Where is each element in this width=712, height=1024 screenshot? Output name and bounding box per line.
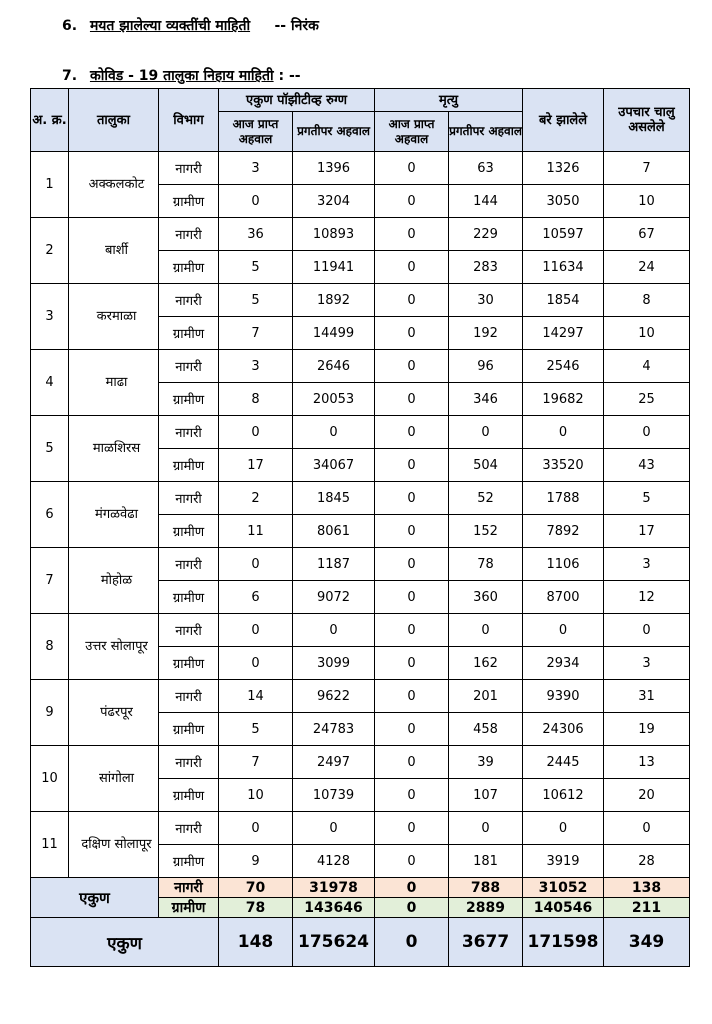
row-value-cell: 0 xyxy=(375,449,449,482)
row-value-cell: 458 xyxy=(449,713,523,746)
row-value-cell: 0 xyxy=(375,812,449,845)
row-value-cell: 1788 xyxy=(523,482,604,515)
row-value-cell: 1326 xyxy=(523,152,604,185)
row-value-cell: 0 xyxy=(219,548,293,581)
row-vibhag-gramin: ग्रामीण xyxy=(159,779,219,812)
section-6-heading xyxy=(62,16,319,35)
row-value-cell: 78 xyxy=(449,548,523,581)
row-value-cell: 7892 xyxy=(523,515,604,548)
row-value-cell: 3919 xyxy=(523,845,604,878)
row-value-cell: 181 xyxy=(449,845,523,878)
grand-total-value: 3677 xyxy=(449,918,523,967)
row-value-cell: 0 xyxy=(219,647,293,680)
row-value-cell: 0 xyxy=(523,416,604,449)
row-value-cell: 10612 xyxy=(523,779,604,812)
row-taluka-name: अक्कलकोट xyxy=(69,152,159,218)
row-value-cell: 0 xyxy=(375,317,449,350)
row-value-cell: 14499 xyxy=(293,317,375,350)
total-label: एकुण xyxy=(31,878,159,918)
row-value-cell: 19 xyxy=(604,713,690,746)
row-value-cell: 3 xyxy=(219,152,293,185)
row-value-cell: 10893 xyxy=(293,218,375,251)
row-taluka-name: माढा xyxy=(69,350,159,416)
grand-total-value: 148 xyxy=(219,918,293,967)
row-value-cell: 24306 xyxy=(523,713,604,746)
row-value-cell: 10 xyxy=(604,185,690,218)
row-value-cell: 5 xyxy=(604,482,690,515)
row-value-cell: 5 xyxy=(219,284,293,317)
row-vibhag-nagri: नागरी xyxy=(159,152,219,185)
row-taluka-name: दक्षिण सोलापूर xyxy=(69,812,159,878)
row-value-cell: 1854 xyxy=(523,284,604,317)
row-value-cell: 36 xyxy=(219,218,293,251)
row-sr-number: 5 xyxy=(31,416,69,482)
row-sr-number: 2 xyxy=(31,218,69,284)
row-sr-number: 11 xyxy=(31,812,69,878)
row-vibhag-gramin: ग्रामीण xyxy=(159,515,219,548)
row-value-cell: 2497 xyxy=(293,746,375,779)
total-gramin-value: 211 xyxy=(604,898,690,918)
row-sr-number: 7 xyxy=(31,548,69,614)
row-value-cell: 0 xyxy=(375,482,449,515)
row-value-cell: 30 xyxy=(449,284,523,317)
row-value-cell: 0 xyxy=(604,614,690,647)
row-value-cell: 7 xyxy=(604,152,690,185)
header-sr: अ. क्र. xyxy=(31,89,69,152)
row-value-cell: 283 xyxy=(449,251,523,284)
row-value-cell: 24783 xyxy=(293,713,375,746)
row-sr-number: 4 xyxy=(31,350,69,416)
row-value-cell: 0 xyxy=(604,416,690,449)
row-value-cell: 3050 xyxy=(523,185,604,218)
table-row xyxy=(31,614,690,647)
grand-total-value: 175624 xyxy=(293,918,375,967)
row-value-cell: 25 xyxy=(604,383,690,416)
row-value-cell: 28 xyxy=(604,845,690,878)
row-vibhag-nagri: नागरी xyxy=(159,680,219,713)
row-value-cell: 39 xyxy=(449,746,523,779)
row-value-cell: 0 xyxy=(604,812,690,845)
table-row xyxy=(31,218,690,251)
row-value-cell: 10739 xyxy=(293,779,375,812)
row-value-cell: 24 xyxy=(604,251,690,284)
row-value-cell: 17 xyxy=(604,515,690,548)
row-vibhag-gramin: ग्रामीण xyxy=(159,185,219,218)
row-sr-number: 1 xyxy=(31,152,69,218)
row-value-cell: 43 xyxy=(604,449,690,482)
row-vibhag-gramin: ग्रामीण xyxy=(159,581,219,614)
row-vibhag-gramin: ग्रामीण xyxy=(159,383,219,416)
row-value-cell: 1106 xyxy=(523,548,604,581)
grand-total-value: 0 xyxy=(375,918,449,967)
row-vibhag-gramin: ग्रामीण xyxy=(159,449,219,482)
row-value-cell: 0 xyxy=(219,812,293,845)
row-value-cell: 0 xyxy=(375,581,449,614)
row-sr-number: 6 xyxy=(31,482,69,548)
grand-total-value: 349 xyxy=(604,918,690,967)
row-taluka-name: पंढरपूर xyxy=(69,680,159,746)
row-value-cell: 31 xyxy=(604,680,690,713)
header-taluka: तालुका xyxy=(69,89,159,152)
row-vibhag-nagri: नागरी xyxy=(159,614,219,647)
row-value-cell: 0 xyxy=(449,416,523,449)
table-row xyxy=(31,416,690,449)
row-value-cell: 144 xyxy=(449,185,523,218)
row-vibhag-nagri: नागरी xyxy=(159,482,219,515)
row-value-cell: 34067 xyxy=(293,449,375,482)
row-value-cell: 14297 xyxy=(523,317,604,350)
total-nagri-value: 31052 xyxy=(523,878,604,898)
row-value-cell: 0 xyxy=(375,218,449,251)
row-value-cell: 192 xyxy=(449,317,523,350)
row-value-cell: 504 xyxy=(449,449,523,482)
total-nagri-value: 0 xyxy=(375,878,449,898)
row-value-cell: 0 xyxy=(375,251,449,284)
row-value-cell: 10597 xyxy=(523,218,604,251)
row-value-cell: 107 xyxy=(449,779,523,812)
row-value-cell: 0 xyxy=(449,812,523,845)
header-positive-cumulative: प्रगतीपर अहवाल xyxy=(293,112,375,152)
row-vibhag-nagri: नागरी xyxy=(159,218,219,251)
grand-total-value: 171598 xyxy=(523,918,604,967)
row-value-cell: 20053 xyxy=(293,383,375,416)
section-6-title: मयत झालेल्या व्यक्तींची माहिती xyxy=(89,18,251,34)
row-value-cell: 2546 xyxy=(523,350,604,383)
section-7-heading xyxy=(62,66,301,85)
total-nagri-value: 138 xyxy=(604,878,690,898)
row-vibhag-nagri: नागरी xyxy=(159,416,219,449)
covid-taluka-table xyxy=(30,88,690,967)
total-gramin-value: 0 xyxy=(375,898,449,918)
table-body xyxy=(31,152,690,878)
row-vibhag-nagri: नागरी xyxy=(159,350,219,383)
row-value-cell: 0 xyxy=(375,845,449,878)
row-value-cell: 9622 xyxy=(293,680,375,713)
row-value-cell: 8 xyxy=(219,383,293,416)
row-value-cell: 11941 xyxy=(293,251,375,284)
row-value-cell: 12 xyxy=(604,581,690,614)
row-value-cell: 0 xyxy=(219,185,293,218)
row-value-cell: 7 xyxy=(219,317,293,350)
row-value-cell: 1845 xyxy=(293,482,375,515)
total-row-nagri xyxy=(31,878,690,898)
total-nagri-label: नागरी xyxy=(159,878,219,898)
row-value-cell: 19682 xyxy=(523,383,604,416)
section-7-number: 7. xyxy=(62,68,78,84)
row-value-cell: 0 xyxy=(375,383,449,416)
row-sr-number: 10 xyxy=(31,746,69,812)
header-active: उपचार चालु असलेले xyxy=(604,89,690,152)
row-value-cell: 10 xyxy=(604,317,690,350)
row-value-cell: 7 xyxy=(219,746,293,779)
total-gramin-value: 2889 xyxy=(449,898,523,918)
row-value-cell: 0 xyxy=(375,185,449,218)
row-value-cell: 63 xyxy=(449,152,523,185)
row-value-cell: 0 xyxy=(293,614,375,647)
row-value-cell: 9072 xyxy=(293,581,375,614)
row-value-cell: 0 xyxy=(375,548,449,581)
row-value-cell: 0 xyxy=(375,614,449,647)
row-sr-number: 3 xyxy=(31,284,69,350)
header-deaths: मृत्यु xyxy=(375,89,523,112)
row-value-cell: 0 xyxy=(375,680,449,713)
row-value-cell: 0 xyxy=(293,812,375,845)
row-value-cell: 5 xyxy=(219,251,293,284)
row-vibhag-nagri: नागरी xyxy=(159,746,219,779)
row-vibhag-nagri: नागरी xyxy=(159,548,219,581)
table-row xyxy=(31,350,690,383)
row-value-cell: 3 xyxy=(219,350,293,383)
row-value-cell: 5 xyxy=(219,713,293,746)
table-row xyxy=(31,284,690,317)
row-vibhag-gramin: ग्रामीण xyxy=(159,845,219,878)
row-taluka-name: उत्तर सोलापूर xyxy=(69,614,159,680)
row-vibhag-nagri: नागरी xyxy=(159,284,219,317)
header-deaths-today: आज प्राप्त अहवाल xyxy=(375,112,449,152)
row-value-cell: 33520 xyxy=(523,449,604,482)
row-value-cell: 3204 xyxy=(293,185,375,218)
row-taluka-name: सांगोला xyxy=(69,746,159,812)
row-value-cell: 8 xyxy=(604,284,690,317)
header-vibhag: विभाग xyxy=(159,89,219,152)
row-taluka-name: माळशिरस xyxy=(69,416,159,482)
header-positive: एकुण पॉझीटीव्ह रुग्ण xyxy=(219,89,375,112)
table-row xyxy=(31,812,690,845)
table-row xyxy=(31,482,690,515)
header-recovered: बरे झालेले xyxy=(523,89,604,152)
row-value-cell: 0 xyxy=(375,284,449,317)
table-row xyxy=(31,548,690,581)
row-vibhag-gramin: ग्रामीण xyxy=(159,317,219,350)
row-value-cell: 0 xyxy=(375,350,449,383)
row-vibhag-gramin: ग्रामीण xyxy=(159,647,219,680)
row-value-cell: 0 xyxy=(375,152,449,185)
row-vibhag-gramin: ग्रामीण xyxy=(159,251,219,284)
row-sr-number: 8 xyxy=(31,614,69,680)
row-value-cell: 6 xyxy=(219,581,293,614)
row-value-cell: 3 xyxy=(604,647,690,680)
row-value-cell: 8700 xyxy=(523,581,604,614)
row-value-cell: 0 xyxy=(375,416,449,449)
table-row xyxy=(31,746,690,779)
row-value-cell: 8061 xyxy=(293,515,375,548)
row-value-cell: 360 xyxy=(449,581,523,614)
total-gramin-value: 143646 xyxy=(293,898,375,918)
total-gramin-value: 78 xyxy=(219,898,293,918)
row-value-cell: 0 xyxy=(375,779,449,812)
row-value-cell: 2646 xyxy=(293,350,375,383)
row-value-cell: 0 xyxy=(523,614,604,647)
row-value-cell: 13 xyxy=(604,746,690,779)
row-taluka-name: करमाळा xyxy=(69,284,159,350)
grand-total-row xyxy=(31,918,690,967)
row-value-cell: 1396 xyxy=(293,152,375,185)
row-value-cell: 0 xyxy=(449,614,523,647)
section-7-title: कोविड - 19 तालुका निहाय माहिती xyxy=(89,68,274,84)
row-value-cell: 162 xyxy=(449,647,523,680)
row-value-cell: 0 xyxy=(293,416,375,449)
row-value-cell: 0 xyxy=(375,647,449,680)
row-value-cell: 52 xyxy=(449,482,523,515)
total-gramin-value: 140546 xyxy=(523,898,604,918)
row-vibhag-nagri: नागरी xyxy=(159,812,219,845)
row-value-cell: 11634 xyxy=(523,251,604,284)
table-row xyxy=(31,152,690,185)
row-value-cell: 9 xyxy=(219,845,293,878)
row-value-cell: 9390 xyxy=(523,680,604,713)
row-value-cell: 14 xyxy=(219,680,293,713)
row-value-cell: 20 xyxy=(604,779,690,812)
section-6-value: -- निरंक xyxy=(274,18,319,34)
row-value-cell: 0 xyxy=(219,416,293,449)
row-value-cell: 346 xyxy=(449,383,523,416)
row-vibhag-gramin: ग्रामीण xyxy=(159,713,219,746)
row-sr-number: 9 xyxy=(31,680,69,746)
row-value-cell: 229 xyxy=(449,218,523,251)
row-value-cell: 2934 xyxy=(523,647,604,680)
section-6-number: 6. xyxy=(62,18,78,34)
row-value-cell: 2 xyxy=(219,482,293,515)
header-deaths-cumulative: प्रगतीपर अहवाल xyxy=(449,112,523,152)
row-value-cell: 0 xyxy=(219,614,293,647)
row-value-cell: 11 xyxy=(219,515,293,548)
table-row xyxy=(31,680,690,713)
row-value-cell: 17 xyxy=(219,449,293,482)
row-value-cell: 1892 xyxy=(293,284,375,317)
row-value-cell: 4 xyxy=(604,350,690,383)
row-value-cell: 3 xyxy=(604,548,690,581)
section-7-suffix: : -- xyxy=(278,68,301,84)
row-taluka-name: मंगळवेढा xyxy=(69,482,159,548)
row-value-cell: 4128 xyxy=(293,845,375,878)
row-value-cell: 201 xyxy=(449,680,523,713)
row-value-cell: 3099 xyxy=(293,647,375,680)
row-taluka-name: बार्शी xyxy=(69,218,159,284)
row-value-cell: 0 xyxy=(375,713,449,746)
total-nagri-value: 31978 xyxy=(293,878,375,898)
row-value-cell: 0 xyxy=(375,746,449,779)
grand-total-label: एकुण xyxy=(31,918,219,967)
row-value-cell: 2445 xyxy=(523,746,604,779)
total-gramin-label: ग्रामीण xyxy=(159,898,219,918)
header-positive-today: आज प्राप्त अहवाल xyxy=(219,112,293,152)
row-value-cell: 152 xyxy=(449,515,523,548)
row-value-cell: 0 xyxy=(375,515,449,548)
row-value-cell: 1187 xyxy=(293,548,375,581)
row-value-cell: 67 xyxy=(604,218,690,251)
row-value-cell: 10 xyxy=(219,779,293,812)
row-value-cell: 0 xyxy=(523,812,604,845)
total-nagri-value: 70 xyxy=(219,878,293,898)
row-taluka-name: मोहोळ xyxy=(69,548,159,614)
row-value-cell: 96 xyxy=(449,350,523,383)
total-nagri-value: 788 xyxy=(449,878,523,898)
